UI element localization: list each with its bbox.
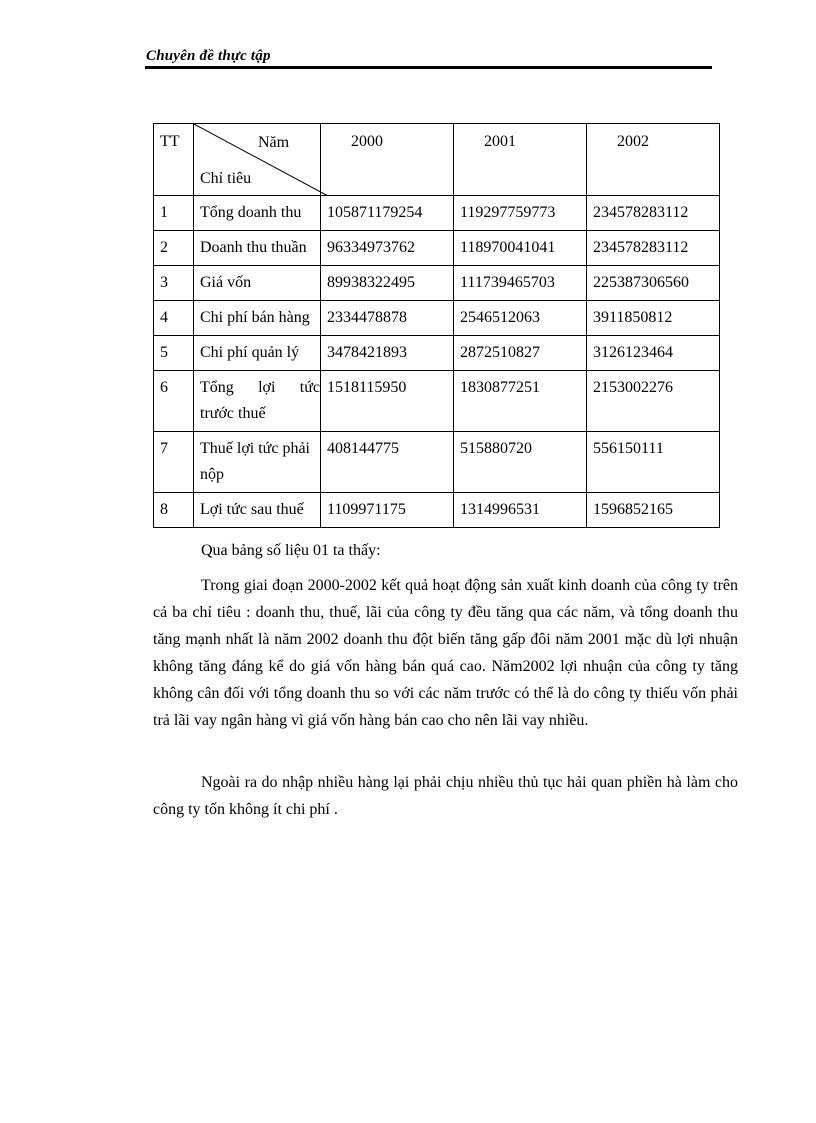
table-row (154, 231, 720, 266)
row-value-2000: 3478421893 (321, 336, 454, 371)
row-indicator: Giá vốn (194, 266, 321, 301)
col-tt-header: TT (154, 124, 194, 196)
table-row (154, 493, 720, 528)
row-value-2001: 2546512063 (454, 301, 587, 336)
table-header-row (154, 124, 720, 196)
row-value-2002: 225387306560 (587, 266, 720, 301)
header-title: Chuyên đề thực tập (146, 48, 271, 64)
row-value-2001: 1830877251 (454, 371, 587, 432)
row-value-2000: 89938322495 (321, 266, 454, 301)
row-tt: 4 (154, 301, 194, 336)
row-value-2002: 556150111 (587, 432, 720, 493)
row-tt: 2 (154, 231, 194, 266)
diag-indicator-label: Chỉ tiêu (200, 170, 252, 187)
row-indicator: Tổng doanh thu (194, 196, 321, 231)
row-value-2001: 1314996531 (454, 493, 587, 528)
row-value-2002: 234578283112 (587, 231, 720, 266)
row-indicator: Chi phí bán hàng (194, 301, 321, 336)
row-value-2002: 1596852165 (587, 493, 720, 528)
row-value-2001: 515880720 (454, 432, 587, 493)
table-row (154, 371, 720, 432)
row-indicator-line1: Tổng lợi tức (200, 379, 320, 396)
row-value-2000: 1109971175 (321, 493, 454, 528)
table-row (154, 196, 720, 231)
row-indicator: Doanh thu thuần (194, 231, 321, 266)
row-indicator-line2: trước thuế (200, 405, 266, 422)
row-value-2000: 105871179254 (321, 196, 454, 231)
row-tt: 8 (154, 493, 194, 528)
table-row (154, 301, 720, 336)
diagonal-header-cell (194, 124, 321, 196)
paragraph-1: Trong giai đoạn 2000-2002 kết quả hoạt động sản xuất kinh doanh của công ty trên cả ba chỉ tiêu : doanh thu, thuế, lãi của công ty đều tăng qua các năm, và tổng doanh thu tăng mạnh nhất là năm 2002 doanh thu đột biến tăng gấp đôi năm 2001 mặc dù lợi nhuận không tăng đáng kể do giá vốn hàng bán quá cao. Năm2002 lợi nhuận của công ty tăng không cân đối với tổng doanh thu so với các năm trước có thể là do công ty thiếu vốn phải trả lãi vay ngân hàng vì giá vốn hàng bán cao cho nên lãi vay nhiều. (153, 577, 738, 729)
row-tt: 1 (154, 196, 194, 231)
table-row (154, 336, 720, 371)
row-value-2000: 1518115950 (321, 371, 454, 432)
row-indicator: Chi phí quản lý (194, 336, 321, 371)
table-caption: Qua bảng số liệu 01 ta thấy: (201, 542, 381, 559)
row-value-2002: 3126123464 (587, 336, 720, 371)
row-tt: 3 (154, 266, 194, 301)
paragraph-2: Ngoài ra do nhập nhiều hàng lại phải chịu nhiều thủ tục hải quan phiền hà làm cho công ty tốn không ít chi phí . (153, 774, 738, 818)
row-indicator: Lợi tức sau thuế (194, 493, 321, 528)
row-indicator-line1: Thuế lợi tức phải (200, 440, 310, 457)
diag-year-label: Năm (258, 134, 290, 151)
row-value-2001: 2872510827 (454, 336, 587, 371)
table-row (154, 432, 720, 493)
row-value-2002: 234578283112 (587, 196, 720, 231)
header-rule (145, 66, 712, 69)
row-value-2002: 3911850812 (587, 301, 720, 336)
year-header-2002: 2002 (587, 124, 720, 196)
year-header-2000: 2000 (321, 124, 454, 196)
row-indicator (194, 371, 321, 432)
row-value-2001: 119297759773 (454, 196, 587, 231)
row-indicator (194, 432, 321, 493)
row-tt: 6 (154, 371, 194, 432)
business-results-table (153, 123, 720, 528)
table-row (154, 266, 720, 301)
row-value-2000: 96334973762 (321, 231, 454, 266)
row-value-2000: 2334478878 (321, 301, 454, 336)
row-value-2000: 408144775 (321, 432, 454, 493)
row-tt: 7 (154, 432, 194, 493)
row-value-2002: 2153002276 (587, 371, 720, 432)
row-tt: 5 (154, 336, 194, 371)
year-header-2001: 2001 (454, 124, 587, 196)
row-value-2001: 118970041041 (454, 231, 587, 266)
row-indicator-line2: nộp (200, 466, 224, 483)
row-value-2001: 111739465703 (454, 266, 587, 301)
